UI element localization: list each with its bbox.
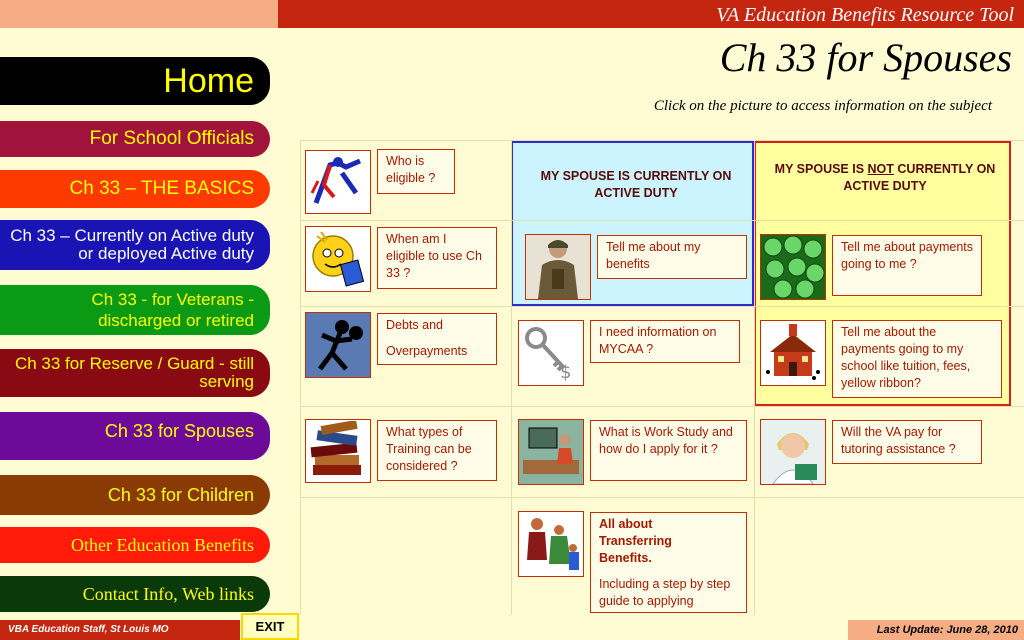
grid-line [300, 140, 1024, 141]
family-icon[interactable] [518, 511, 584, 577]
top-bar-left [0, 0, 278, 28]
transfer-title: All about Transferring Benefits. [599, 517, 672, 565]
nav-ch33-spouses-label: Ch 33 for Spouses [104, 421, 254, 441]
not-active-header-post: CURRENTLY ON ACTIVE DUTY [843, 162, 996, 193]
money-icon[interactable] [760, 234, 826, 300]
when-eligible-link[interactable]: When am I eligible to use Ch 33 ? [377, 227, 497, 289]
not-emphasis: NOT [867, 162, 894, 176]
nav-other-benefits-label: Other Education Benefits [71, 535, 254, 555]
active-duty-header: MY SPOUSE IS CURRENTLY ON ACTIVE DUTY [540, 169, 732, 200]
grid-line [300, 220, 1024, 221]
page-title: Ch 33 for Spouses [719, 35, 1012, 80]
computer-desk-icon[interactable] [518, 419, 584, 485]
nav-ch33-reserve[interactable] [0, 349, 270, 397]
grid-line [300, 406, 1024, 407]
debts-link[interactable] [377, 313, 497, 365]
nav-ch33-children[interactable] [0, 475, 270, 515]
mycaa-link[interactable]: I need information on MYCAA ? [590, 320, 740, 363]
work-study-link[interactable]: What is Work Study and how do I apply for it ? [590, 420, 747, 481]
grid-line [300, 497, 1024, 498]
tutoring-link[interactable]: Will the VA pay for tutoring assistance ? [832, 420, 982, 464]
nav-other-benefits[interactable] [0, 527, 270, 563]
nav-school-officials[interactable] [0, 121, 270, 157]
nav-ch33-spouses[interactable] [0, 412, 270, 460]
soldier-icon[interactable] [525, 234, 591, 300]
nav-contact-info-label: Contact Info, Web links [82, 584, 254, 604]
who-eligible-link[interactable]: Who is eligible ? [377, 149, 455, 194]
not-active-duty-header [770, 161, 1000, 195]
not-active-header-pre: MY SPOUSE IS [774, 162, 868, 176]
debts-label-line1: Debts and [386, 318, 443, 332]
nav-ch33-active-duty-label: Ch 33 – Currently on Active duty or deployed Active duty [10, 226, 254, 263]
runner-icon[interactable] [305, 150, 371, 214]
nav-contact-info[interactable] [0, 576, 270, 612]
schoolhouse-icon[interactable] [760, 320, 826, 386]
page-subtitle: Click on the picture to access information on the subject [653, 98, 992, 114]
transferring-benefits-link[interactable] [590, 512, 747, 613]
transfer-desc: Including a step by step guide to applying [599, 577, 731, 608]
thief-icon[interactable] [305, 312, 371, 378]
last-update: Last Update: June 28, 2010 [848, 620, 1024, 640]
grid-line [754, 140, 755, 615]
nav-home[interactable] [0, 57, 270, 105]
debts-label-line2: Overpayments [386, 344, 468, 358]
payments-school-link[interactable]: Tell me about the payments going to my school like tuition, fees, yellow ribbon? [832, 320, 1002, 398]
grid-line [300, 306, 1024, 307]
nav-ch33-veterans[interactable] [0, 285, 270, 335]
tell-benefits-link[interactable]: Tell me about my benefits [597, 235, 747, 279]
nav-ch33-reserve-label: Ch 33 for Reserve / Guard - still serving [14, 354, 254, 391]
books-icon[interactable] [305, 419, 371, 483]
svg-text:$: $ [560, 362, 572, 383]
smiley-reader-icon[interactable] [305, 226, 371, 292]
app-title: VA Education Benefits Resource Tool [716, 4, 1014, 26]
footer-credit: VBA Education Staff, St Louis MO [0, 620, 240, 640]
nav-ch33-veterans-label: Ch 33 - for Veterans - discharged or retired [91, 290, 254, 330]
top-bar [278, 0, 1024, 28]
nav-ch33-active-duty[interactable] [0, 220, 270, 270]
grid-line [511, 140, 512, 615]
key-icon[interactable] [518, 320, 584, 386]
nav-ch33-basics-label: Ch 33 – THE BASICS [69, 178, 254, 199]
nav-home-label: Home [163, 62, 254, 100]
nav-ch33-basics[interactable] [0, 170, 270, 208]
training-types-link[interactable]: What types of Training can be considered ? [377, 420, 497, 481]
exit-button[interactable]: EXIT [241, 613, 299, 640]
grid-line [300, 140, 301, 615]
nav-ch33-children-label: Ch 33 for Children [107, 485, 254, 505]
nav-school-officials-label: For School Officials [89, 128, 254, 149]
tutor-icon[interactable] [760, 419, 826, 485]
payments-to-me-link[interactable]: Tell me about payments going to me ? [832, 235, 982, 296]
